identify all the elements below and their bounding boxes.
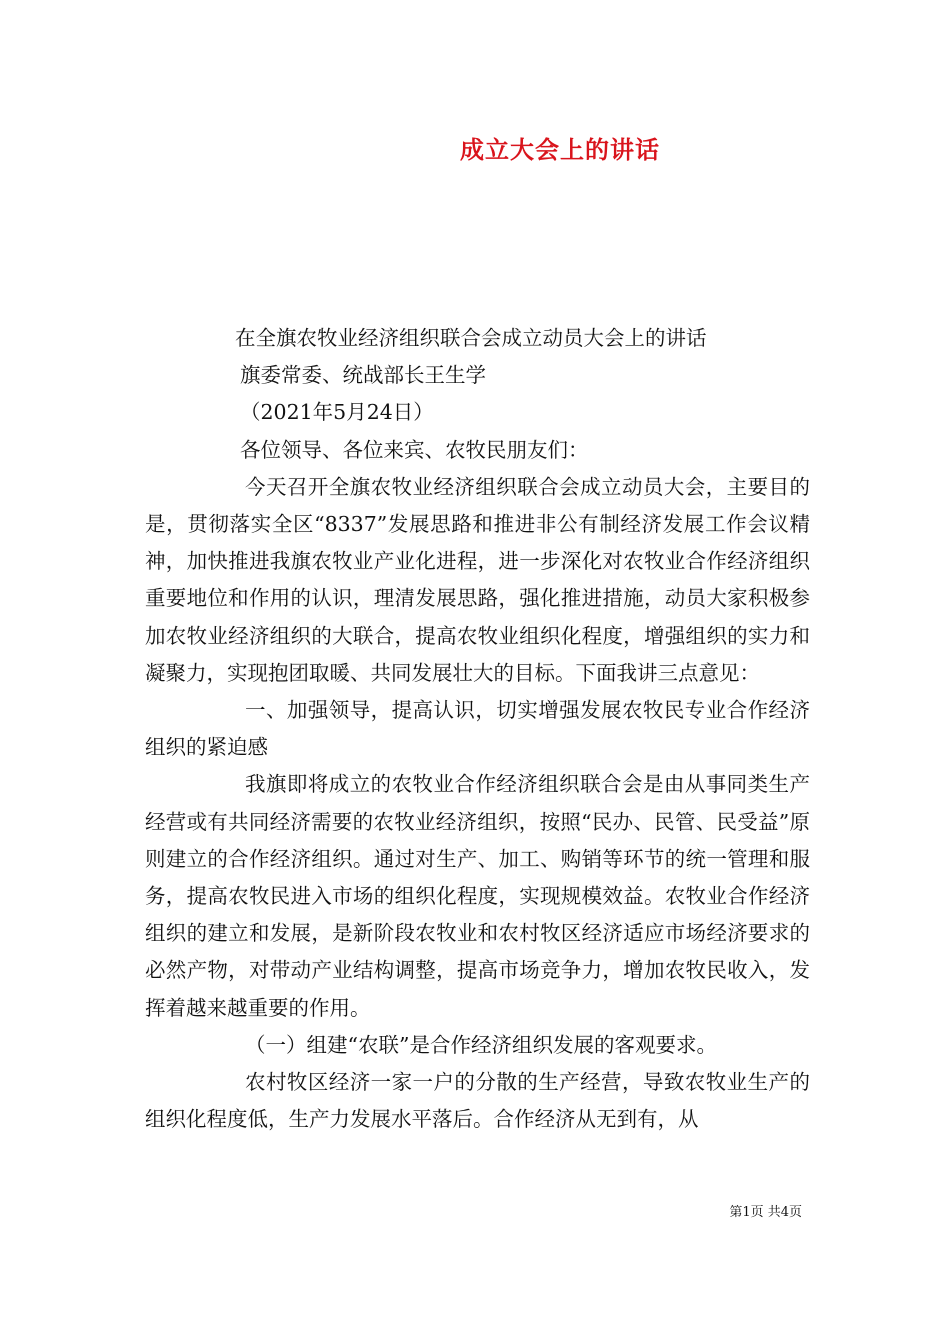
document-body	[145, 320, 810, 1138]
speaker-line: 旗委常委、统战部长王生学	[240, 363, 486, 388]
subsection-heading-1: （一）组建“农联”是合作经济组织发展的客观要求。	[245, 1032, 717, 1057]
page-title: 成立大会上的讲话	[460, 135, 660, 164]
speech-title: 在全旗农牧业经济组织联合会成立动员大会上的讲话	[235, 326, 707, 350]
page-number: 第1页 共4页	[729, 1205, 802, 1220]
paragraph-intro: 今天召开全旗农牧业经济组织联合会成立动员大会，主要目的是，贯彻落实全区“8337”发展思路和推进非公有制经济发展工作会议精神，加快推进我旗农牧业产业化进程，进一步深化对农牧业合作经济组织重要地位和作用的认识，理清发展思路，强化推进措施，动员大家积极参加农牧业经济组织的大联合，提高农牧业组织化程度，增强组织的实力和凝聚力，实现抱团取暖、共同发展壮大的目标。下面我讲三点意见：	[145, 474, 810, 685]
paragraph-section-1: 我旗即将成立的农牧业合作经济组织联合会是由从事同类生产经营或有共同经济需要的农牧业经济组织，按照“民办、民管、民受益”原则建立的合作经济组织。通过对生产、加工、购销等环节的统一管理和服务，提高农牧民进入市场的组织化程度，实现规模效益。农牧业合作经济组织的建立和发展，是新阶段农牧业和农村牧区经济适应市场经济要求的必然产物，对带动产业结构调整，提高市场竞争力，增加农牧民收入，发挥着越来越重要的作用。	[145, 772, 810, 1020]
paragraph-subsection-1: 农村牧区经济一家一户的分散的生产经营，导致农牧业生产的组织化程度低，生产力发展水平落后。合作经济从无到有，从	[145, 1070, 810, 1132]
section-heading-1: 一、加强领导，提高认识，切实增强发展农牧民专业合作经济组织的紧迫感	[145, 698, 810, 760]
salutation: 各位领导、各位来宾、农牧民朋友们：	[240, 437, 589, 462]
date-line: （2021年5月24日）	[240, 400, 434, 425]
